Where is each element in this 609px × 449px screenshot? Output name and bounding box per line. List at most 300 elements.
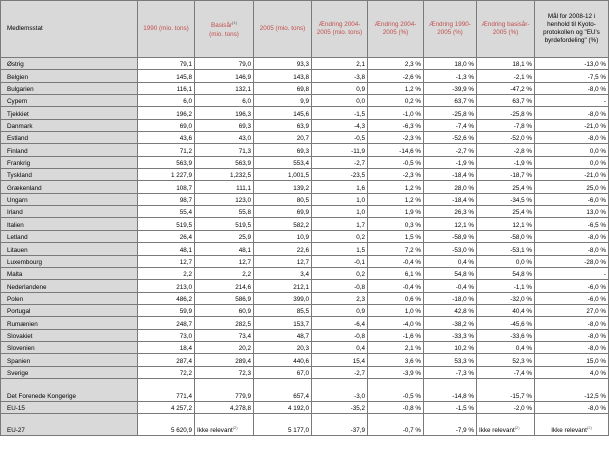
cell-change-1990: -7,9 % [424,414,477,436]
table-row [1,243,609,255]
state-name: EU-15 [1,401,138,413]
state-name: Bulgarien [1,82,138,94]
cell-change-pct: 2,3 % [368,58,424,70]
cell-change-base: 54,8 % [477,267,535,279]
cell-change-pct: 1,2 % [368,193,424,205]
cell-1990: 73,0 [138,329,195,341]
cell-change-1990: -7,4 % [424,119,477,131]
cell-target: -6,0 % [535,292,609,304]
cell-base-year: 71,3 [195,144,254,156]
cell-2005: 153,7 [254,317,312,329]
table-row [1,329,609,341]
state-name: Portugal [1,304,138,316]
cell-base-year: 779,9 [195,378,254,401]
cell-change-abs: 1,6 [312,181,368,193]
cell-change-pct: 1,9 % [368,206,424,218]
cell-2005: 139,2 [254,181,312,193]
col-header-state: Medlemsstat [1,1,138,58]
cell-change-abs: 1,0 [312,206,368,218]
table-row [1,206,609,218]
cell-change-1990: -1,5 % [424,401,477,413]
cell-change-pct: -14,6 % [368,144,424,156]
cell-2005: 582,2 [254,218,312,230]
base-year-unit: (mio. tons) [209,30,239,38]
cell-change-base: 52,3 % [477,354,535,366]
cell-change-base: Ikke relevant$^{(2)}$ [477,414,535,436]
state-name: EU-27 [1,414,138,436]
cell-change-abs: -0,1 [312,255,368,267]
cell-change-base: 12,1 % [477,218,535,230]
cell-base-year: 79,0 [195,58,254,70]
cell-base-year: 586,9 [195,292,254,304]
col-header-base-year [195,1,254,58]
footnote-marker: (1) [232,20,237,26]
cell-2005: 48,7 [254,329,312,341]
cell-target: -28,0 % [535,255,609,267]
state-name: Tjekkiet [1,107,138,119]
cell-1990: 5 620,9 [138,414,195,436]
state-name: Frankrig [1,156,138,168]
cell-change-pct: -0,7 % [368,414,424,436]
cell-1990: 6,0 [138,95,195,107]
cell-change-base: -2,0 % [477,401,535,413]
cell-2005: 93,3 [254,58,312,70]
cell-1990: 43,6 [138,132,195,144]
cell-change-abs: -2,7 [312,366,368,378]
cell-2005: 212,1 [254,280,312,292]
cell-target: -8,0 % [535,107,609,119]
cell-change-abs: 0,2 [312,267,368,279]
cell-base-year: 72,3 [195,366,254,378]
cell-change-1990: 63,7 % [424,95,477,107]
cell-1990: 18,4 [138,341,195,353]
cell-base-year: 55,8 [195,206,254,218]
cell-base-year: 73,4 [195,329,254,341]
cell-change-pct: 1,2 % [368,82,424,94]
cell-change-base: -1,1 % [477,280,535,292]
cell-target: -8,0 % [535,132,609,144]
cell-target: -8,0 % [535,341,609,353]
cell-target: - [535,95,609,107]
cell-change-1990: 12,1 % [424,218,477,230]
cell-1990: 55,4 [138,206,195,218]
cell-change-abs: 1,0 [312,193,368,205]
state-name: Litauen [1,243,138,255]
cell-change-base: -2,8 % [477,144,535,156]
col-header-2005: 2005 (mio. tons) [254,1,312,58]
table-row [1,378,609,401]
cell-change-pct: -0,5 % [368,378,424,401]
table-row [1,401,609,413]
table-row [1,255,609,267]
cell-base-year: 146,9 [195,70,254,82]
state-name: Luxembourg [1,255,138,267]
cell-target: -8,0 % [535,329,609,341]
cell-change-base: -53,1 % [477,243,535,255]
cell-target: -8,0 % [535,82,609,94]
table-row [1,144,609,156]
cell-change-abs: 0,9 [312,82,368,94]
cell-target: -8,0 % [535,317,609,329]
cell-target: - [535,267,609,279]
cell-change-1990: -25,8 % [424,107,477,119]
cell-2005: 20,3 [254,341,312,353]
cell-change-1990: 54,8 % [424,267,477,279]
cell-1990: 145,8 [138,70,195,82]
state-name: Cypern [1,95,138,107]
cell-target: -13,0 % [535,58,609,70]
cell-2005: 145,6 [254,107,312,119]
state-name: Irland [1,206,138,218]
cell-1990: 69,0 [138,119,195,131]
cell-change-1990: -39,9 % [424,82,477,94]
cell-target: 27,0 % [535,304,609,316]
cell-change-pct: 1,0 % [368,304,424,316]
cell-base-year: 282,5 [195,317,254,329]
cell-base-year: 2,2 [195,267,254,279]
table-row-eu27 [1,414,609,436]
cell-change-pct: 0,6 % [368,292,424,304]
cell-change-1990: -53,0 % [424,243,477,255]
cell-change-base: -18,7 % [477,169,535,181]
cell-change-base: 40,4 % [477,304,535,316]
base-year-label: Basisår [211,22,233,30]
cell-1990: 771,4 [138,378,195,401]
cell-change-base: -58,0 % [477,230,535,242]
cell-base-year: 12,7 [195,255,254,267]
cell-2005: 22,6 [254,243,312,255]
cell-base-year: 43,0 [195,132,254,144]
cell-base-year: 123,0 [195,193,254,205]
cell-change-1990: -2,7 % [424,144,477,156]
table-row [1,230,609,242]
cell-change-base: 25,4 % [477,206,535,218]
table-row [1,119,609,131]
table-row [1,280,609,292]
cell-1990: 116,1 [138,82,195,94]
table-row [1,181,609,193]
cell-2005: 553,4 [254,156,312,168]
cell-base-year: 6,0 [195,95,254,107]
cell-change-abs: -35,2 [312,401,368,413]
cell-2005: 12,7 [254,255,312,267]
cell-change-pct: 7,2 % [368,243,424,255]
cell-change-abs: 0,2 [312,230,368,242]
cell-target: -6,0 % [535,280,609,292]
table-row [1,366,609,378]
footnote-marker: (2) [232,425,238,431]
cell-target: Ikke relevant$^{(2)}$ [535,414,609,436]
cell-change-pct: 1,2 % [368,181,424,193]
cell-change-abs: -23,5 [312,169,368,181]
cell-change-abs: -3,0 [312,378,368,401]
col-header-change-base-2005: Ændring basisår-2005 (%) [477,1,535,58]
table-row [1,58,609,70]
cell-2005: 69,8 [254,82,312,94]
cell-2005: 5 177,0 [254,414,312,436]
state-name: Belgien [1,70,138,82]
cell-change-1990: 10,2 % [424,341,477,353]
cell-change-1990: 26,3 % [424,206,477,218]
cell-2005: 143,8 [254,70,312,82]
cell-base-year: 25,9 [195,230,254,242]
footnote-marker: (2) [514,425,520,431]
cell-change-abs: -37,9 [312,414,368,436]
col-header-1990: 1990 (mio. tons) [138,1,195,58]
table-row [1,317,609,329]
cell-2005: 440,6 [254,354,312,366]
cell-change-1990: -18,4 % [424,193,477,205]
cell-1990: 196,2 [138,107,195,119]
state-name: Tyskland [1,169,138,181]
cell-base-year: 60,9 [195,304,254,316]
cell-change-pct: -3,9 % [368,366,424,378]
cell-change-abs: 0,4 [312,341,368,353]
table-row [1,218,609,230]
cell-base-year: 132,1 [195,82,254,94]
cell-change-1990: -1,9 % [424,156,477,168]
cell-change-base: -45,6 % [477,317,535,329]
cell-1990: 12,7 [138,255,195,267]
cell-2005: 10,9 [254,230,312,242]
cell-base-year: 4,278,8 [195,401,254,413]
cell-target: -21,0 % [535,119,609,131]
cell-change-base: -15,7 % [477,378,535,401]
cell-1990: 213,0 [138,280,195,292]
cell-change-base: -52,0 % [477,132,535,144]
cell-change-base: -2,1 % [477,70,535,82]
col-header-kyoto-target: Mål for 2008-12 i henhold til Kyoto-protokollen og "EU's byrdefordeling" (%) [535,1,609,58]
cell-change-1990: 18,0 % [424,58,477,70]
cell-base-year: 519,5 [195,218,254,230]
cell-2005: 9,9 [254,95,312,107]
cell-change-abs: 2,1 [312,58,368,70]
cell-1990: 1 227,9 [138,169,195,181]
cell-change-pct: -0,8 % [368,401,424,413]
cell-change-pct: -0,4 % [368,255,424,267]
cell-base-year: 20,2 [195,341,254,353]
cell-change-1990: 42,8 % [424,304,477,316]
cell-base-year: 69,3 [195,119,254,131]
cell-1990: 72,2 [138,366,195,378]
cell-change-abs: 1,7 [312,218,368,230]
cell-change-base: 63,7 % [477,95,535,107]
cell-change-abs: -0,8 [312,329,368,341]
cell-base-year: 289,4 [195,354,254,366]
cell-change-base: -47,2 % [477,82,535,94]
cell-change-abs: 2,3 [312,292,368,304]
cell-1990: 563,9 [138,156,195,168]
cell-change-pct: -1,6 % [368,329,424,341]
cell-change-pct: -4,0 % [368,317,424,329]
cell-change-base: -1,9 % [477,156,535,168]
cell-change-1990: -14,8 % [424,378,477,401]
cell-change-abs: -2,7 [312,156,368,168]
cell-change-pct: 0,2 % [368,95,424,107]
cell-change-pct: -2,3 % [368,132,424,144]
cell-target: -7,5 % [535,70,609,82]
cell-1990: 98,7 [138,193,195,205]
cell-change-1990: -18,4 % [424,169,477,181]
table-row [1,95,609,107]
cell-target: 15,0 % [535,354,609,366]
cell-change-1990: -58,9 % [424,230,477,242]
cell-target: 4,0 % [535,366,609,378]
cell-1990: 4 257,2 [138,401,195,413]
cell-change-pct: -2,3 % [368,169,424,181]
cell-change-base: -7,8 % [477,119,535,131]
cell-target: -6,0 % [535,193,609,205]
state-name: Spanien [1,354,138,366]
header-row [1,1,609,58]
cell-2005: 69,9 [254,206,312,218]
cell-2005: 4 192,0 [254,401,312,413]
cell-2005: 67,0 [254,366,312,378]
cell-change-pct: 2,1 % [368,341,424,353]
state-name: Ungarn [1,193,138,205]
cell-1990: 486,2 [138,292,195,304]
cell-1990: 71,2 [138,144,195,156]
cell-base-year: 214,6 [195,280,254,292]
cell-1990: 26,4 [138,230,195,242]
cell-change-pct: 3,6 % [368,354,424,366]
cell-change-abs: 0,0 [312,95,368,107]
table-row [1,292,609,304]
cell-change-base: 0,0 % [477,255,535,267]
state-name: Italien [1,218,138,230]
cell-change-abs: 0,9 [312,304,368,316]
table-row [1,132,609,144]
state-name: Sverige [1,366,138,378]
cell-change-abs: -0,5 [312,132,368,144]
cell-change-abs: -4,3 [312,119,368,131]
cell-2005: 399,0 [254,292,312,304]
cell-1990: 59,9 [138,304,195,316]
cell-target: 0,0 % [535,144,609,156]
cell-2005: 3,4 [254,267,312,279]
cell-change-abs: -0,8 [312,280,368,292]
state-name: Danmark [1,119,138,131]
cell-change-1990: -18,0 % [424,292,477,304]
cell-2005: 85,5 [254,304,312,316]
cell-1990: 108,7 [138,181,195,193]
cell-1990: 519,5 [138,218,195,230]
cell-base-year: Ikke relevant$^{(2)}$ [195,414,254,436]
cell-1990: 79,1 [138,58,195,70]
cell-target: -6,5 % [535,218,609,230]
cell-change-pct: 0,3 % [368,218,424,230]
table-row [1,304,609,316]
cell-1990: 248,7 [138,317,195,329]
cell-change-base: -33,6 % [477,329,535,341]
cell-1990: 287,4 [138,354,195,366]
cell-change-abs: -6,4 [312,317,368,329]
cell-change-base: 0,4 % [477,341,535,353]
cell-change-pct: -0,4 % [368,280,424,292]
cell-2005: 1,001,5 [254,169,312,181]
state-name: Nederlandene [1,280,138,292]
cell-target: -8,0 % [535,230,609,242]
cell-1990: 48,1 [138,243,195,255]
state-name: Finland [1,144,138,156]
cell-change-abs: -11,9 [312,144,368,156]
cell-target: 0,0 % [535,156,609,168]
cell-target: -8,0 % [535,401,609,413]
cell-2005: 20,7 [254,132,312,144]
table-row [1,156,609,168]
col-header-change-2004-2005: Ændring 2004-2005 (mio. tons) [312,1,368,58]
cell-2005: 63,9 [254,119,312,131]
cell-2005: 657,4 [254,378,312,401]
cell-change-pct: -1,0 % [368,107,424,119]
cell-change-pct: 1,5 % [368,230,424,242]
cell-change-1990: 53,3 % [424,354,477,366]
state-name: Det Forenede Kongerige [1,378,138,401]
cell-change-pct: -6,3 % [368,119,424,131]
state-name: Grækenland [1,181,138,193]
cell-change-base: -25,8 % [477,107,535,119]
cell-target: -8,0 % [535,243,609,255]
cell-change-1990: -52,6 % [424,132,477,144]
col-header-change-1990-2005: Ændring 1990-2005 (%) [424,1,477,58]
state-name: Polen [1,292,138,304]
cell-change-1990: -33,3 % [424,329,477,341]
col-header-change-2004-2005-pct: Ændring 2004-2005 (%) [368,1,424,58]
table-row [1,169,609,181]
cell-change-abs: -3,8 [312,70,368,82]
table-row [1,267,609,279]
cell-base-year: 196,3 [195,107,254,119]
state-name: Rumænien [1,317,138,329]
cell-1990: 2,2 [138,267,195,279]
table-row [1,82,609,94]
cell-base-year: 1,232,5 [195,169,254,181]
cell-change-1990: -1,3 % [424,70,477,82]
cell-change-base: 25,4 % [477,181,535,193]
footnote-marker: (2) [586,425,592,431]
cell-change-base: -32,0 % [477,292,535,304]
cell-change-1990: -0,4 % [424,280,477,292]
cell-target: 25,0 % [535,181,609,193]
cell-change-1990: 28,0 % [424,181,477,193]
table-row [1,70,609,82]
cell-change-abs: -1,5 [312,107,368,119]
cell-change-pct: -0,5 % [368,156,424,168]
cell-2005: 69,3 [254,144,312,156]
cell-change-base: -7,4 % [477,366,535,378]
cell-target: -12,5 % [535,378,609,401]
table-row [1,341,609,353]
cell-change-base: -34,5 % [477,193,535,205]
cell-change-1990: -38,2 % [424,317,477,329]
state-name: Letland [1,230,138,242]
cell-base-year: 563,9 [195,156,254,168]
cell-2005: 80,5 [254,193,312,205]
state-name: Østrig [1,58,138,70]
state-name: Slovakiet [1,329,138,341]
table-row [1,107,609,119]
cell-target: -21,0 % [535,169,609,181]
cell-change-pct: 6,1 % [368,267,424,279]
cell-change-pct: -2,6 % [368,70,424,82]
cell-base-year: 111,1 [195,181,254,193]
cell-base-year: 48,1 [195,243,254,255]
state-name: Malta [1,267,138,279]
cell-change-base: 18,1 % [477,58,535,70]
cell-change-abs: 1,5 [312,243,368,255]
state-name: Estland [1,132,138,144]
state-name: Slovenien [1,341,138,353]
